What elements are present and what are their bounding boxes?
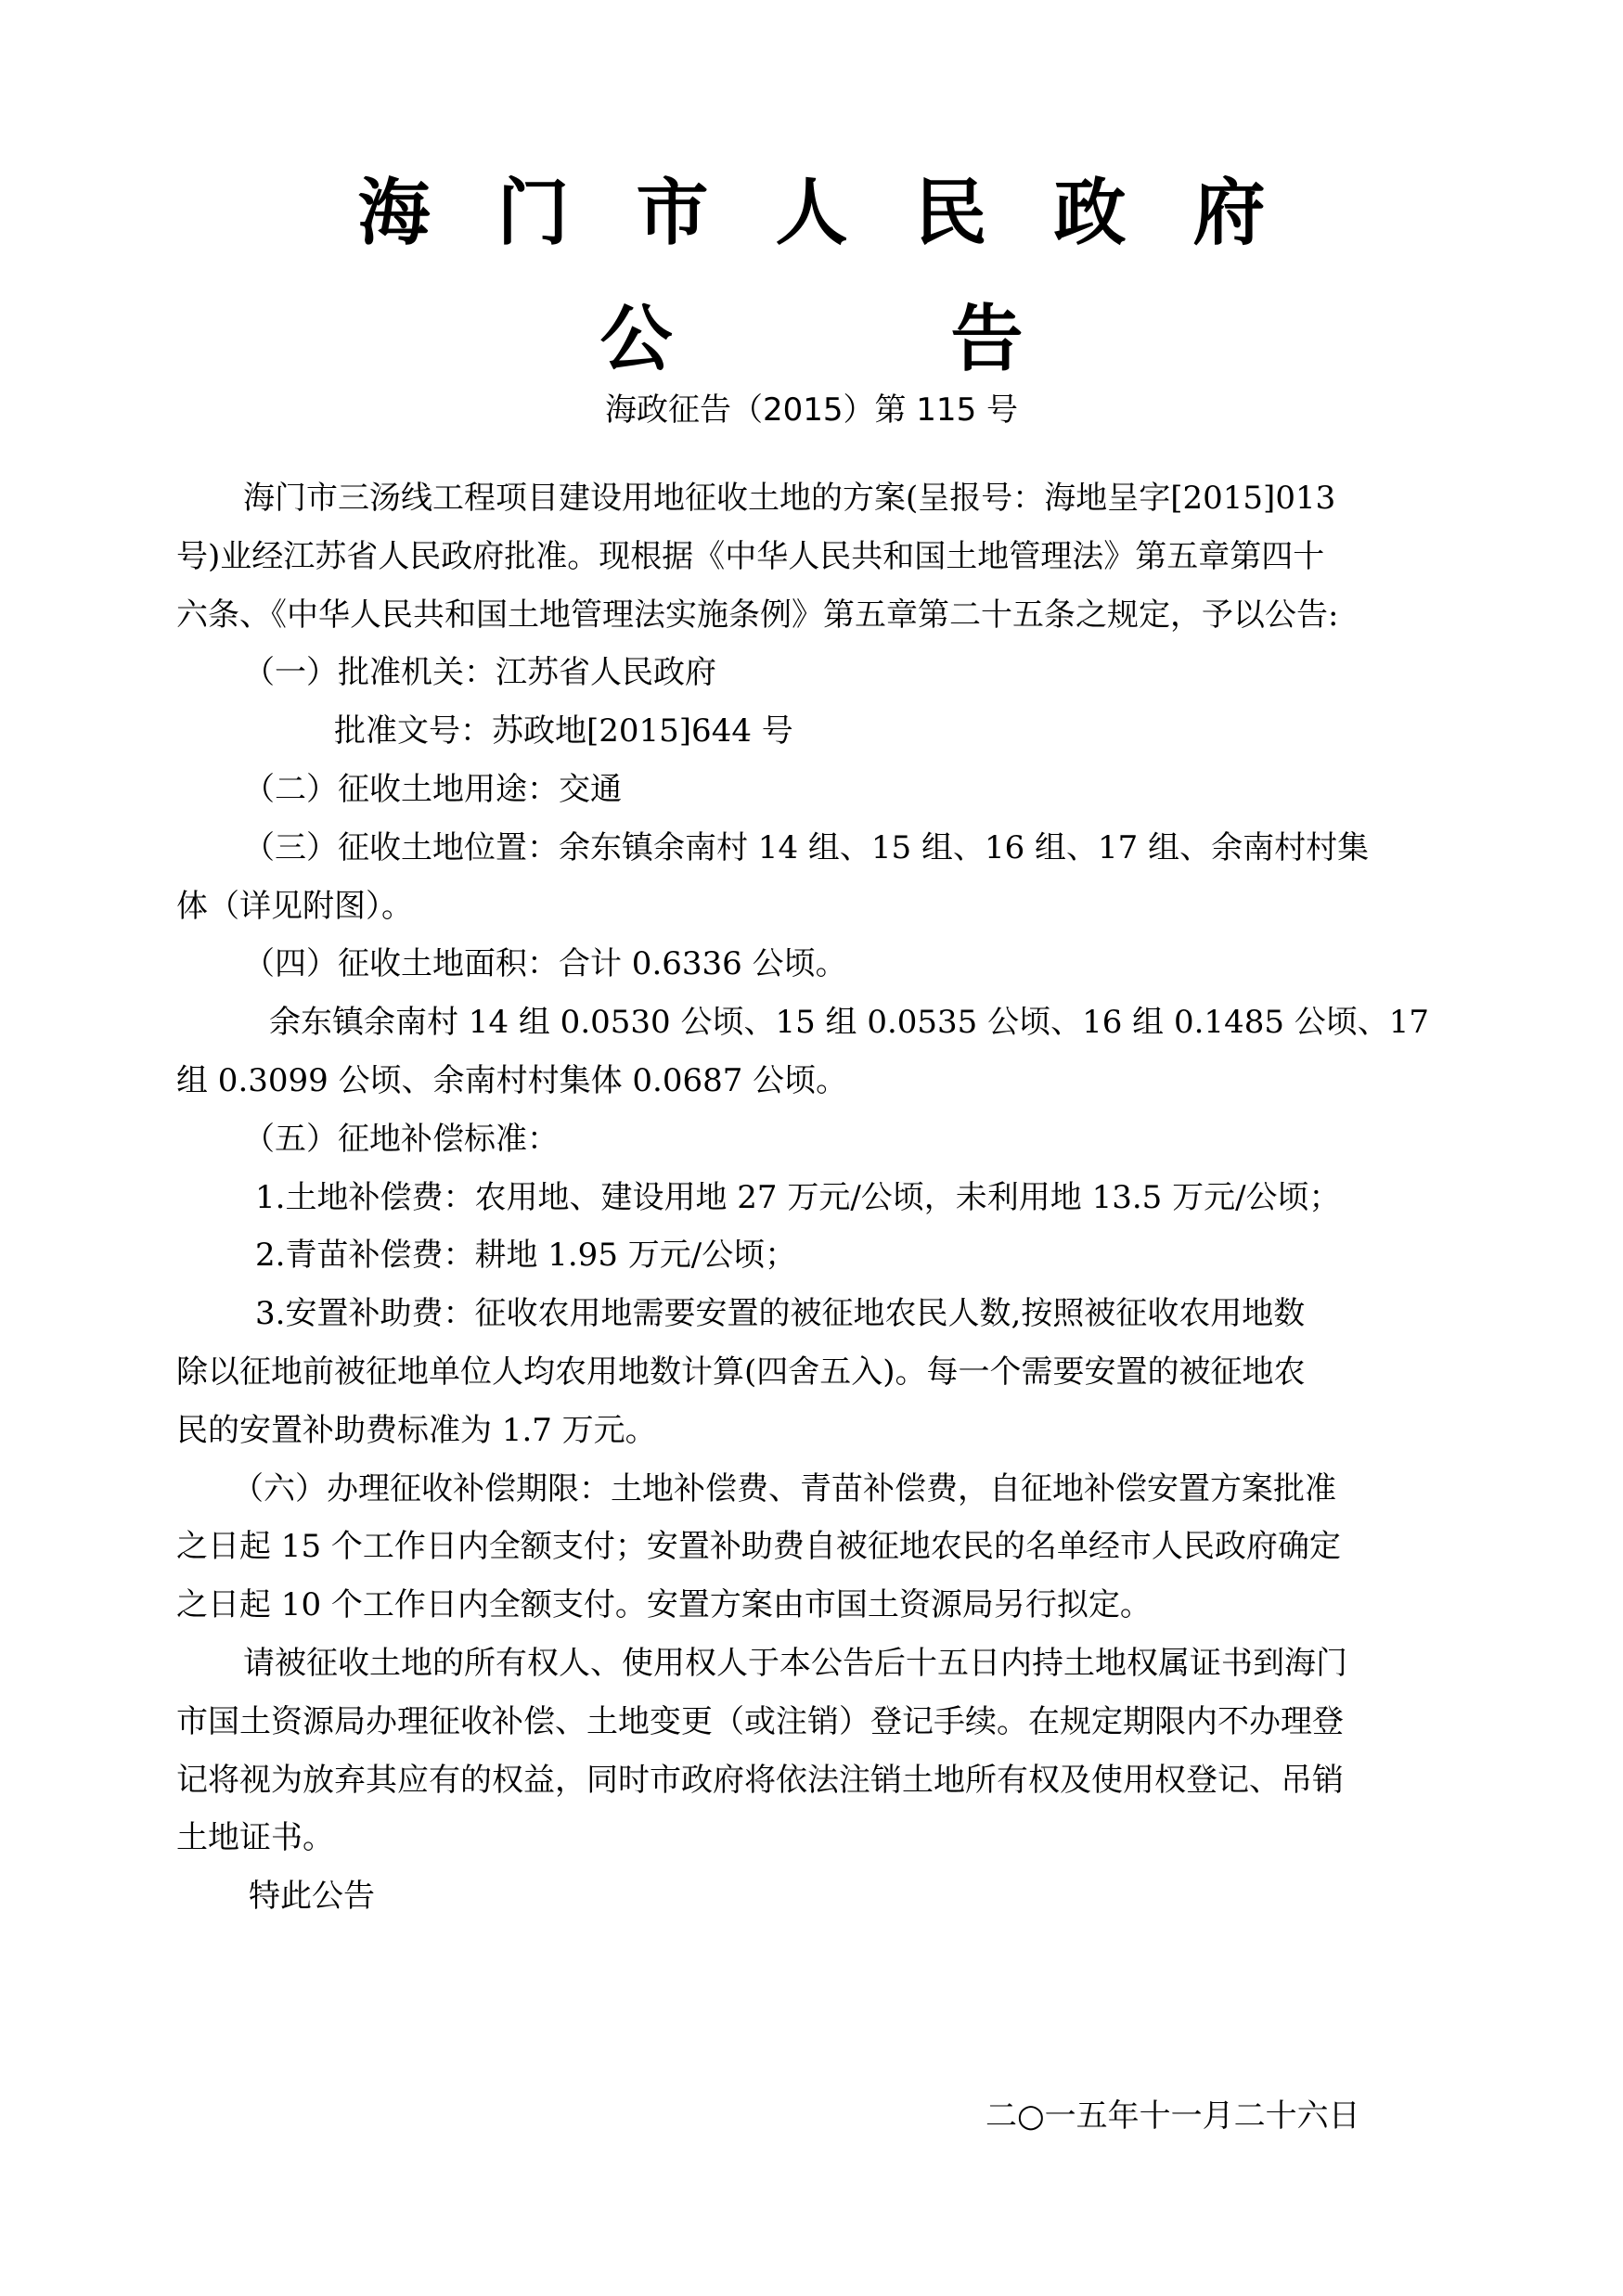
- body-line: （五）征地补偿标准：: [243, 1121, 559, 1158]
- body-line: 之日起 10 个工作日内全额支付。安置方案由市国土资源局另行拟定。: [176, 1586, 1152, 1623]
- body-line: （一）批准机关：江苏省人民政府: [243, 654, 716, 691]
- document-number: 海政征告（2015）第 115 号: [604, 391, 1019, 429]
- closing-line: 特此公告: [249, 1878, 375, 1915]
- body-line: 号)业经江苏省人民政府批准。现根据《中华人民共和国土地管理法》第五章第四十: [176, 538, 1325, 575]
- body-line: 1.土地补偿费：农用地、建设用地 27 万元/公顷，未利用地 13.5 万元/公顷；: [255, 1179, 1341, 1216]
- body-line: 余东镇余南村 14 组 0.0530 公顷、15 组 0.0535 公顷、16 组 0.1485 公顷、17: [269, 1004, 1430, 1041]
- issuer-title: 海门市人民政府: [357, 171, 1333, 255]
- body-line: 市国土资源局办理征收补偿、土地变更（或注销）登记手续。在规定期限内不办理登: [176, 1703, 1344, 1740]
- body-line: （三）征收土地位置：余东镇余南村 14 组、15 组、16 组、17 组、余南村村集: [243, 829, 1370, 866]
- body-line: 民的安置补助费标准为 1.7 万元。: [176, 1412, 657, 1449]
- body-line: 2.青苗补偿费：耕地 1.95 万元/公顷；: [255, 1237, 797, 1274]
- notice-title: 公告: [599, 297, 1302, 381]
- body-line: 体（详见附图）。: [176, 888, 413, 925]
- body-line: 之日起 15 个工作日内全额支付；安置补助费自被征地农民的名单经市人民政府确定: [176, 1528, 1341, 1565]
- body-line: 除以征地前被征地单位人均农用地数计算(四舍五入)。每一个需要安置的被征地农: [176, 1353, 1306, 1391]
- body-line: （四）征收土地面积：合计 0.6336 公顷。: [243, 945, 847, 982]
- body-line: 批准文号：苏政地[2015]644 号: [334, 712, 793, 750]
- body-line: 3.安置补助费：征收农用地需要安置的被征地农民人数,按照被征收农用地数: [255, 1295, 1306, 1332]
- body-line: 请被征收土地的所有权人、使用权人于本公告后十五日内持土地权属证书到海门: [243, 1645, 1347, 1682]
- body-line: 组 0.3099 公顷、余南村村集体 0.0687 公顷。: [176, 1062, 848, 1099]
- body-line: （二）征收土地用途：交通: [243, 771, 622, 808]
- issue-date: 二○一五年十一月二十六日: [985, 2097, 1360, 2135]
- body-line: （六）办理征收补偿期限：土地补偿费、青苗补偿费，自征地补偿安置方案批准: [232, 1470, 1336, 1507]
- body-line: 六条、《中华人民共和国土地管理法实施条例》第五章第二十五条之规定，予以公告:: [176, 596, 1339, 634]
- body-line: 土地证书。: [176, 1819, 334, 1856]
- body-line: 记将视为放弃其应有的权益，同时市政府将依法注销土地所有权及使用权登记、吊销: [176, 1762, 1344, 1799]
- body-line: 海门市三汤线工程项目建设用地征收土地的方案(呈报号：海地呈字[2015]013: [243, 480, 1336, 517]
